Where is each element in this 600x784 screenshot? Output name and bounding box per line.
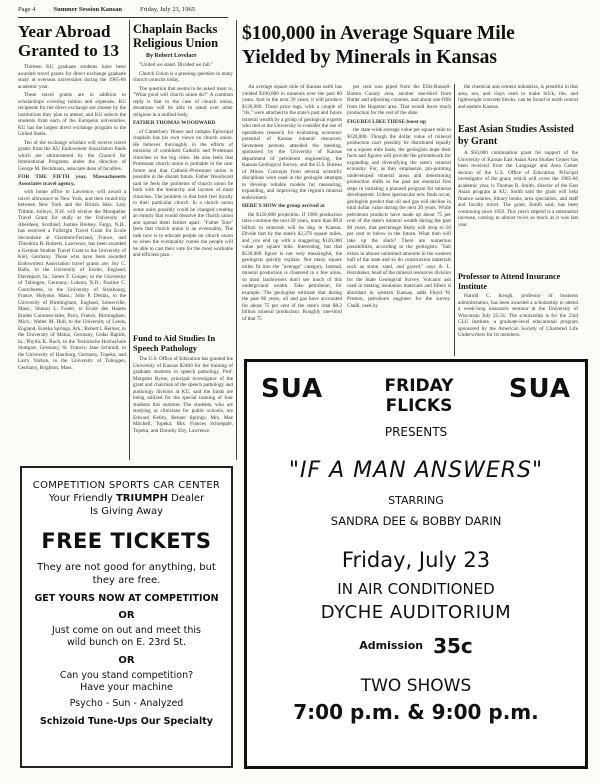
brand-triumph: TRIUMPH (115, 493, 168, 504)
article-fund (133, 356, 233, 460)
ad-pitch: They are not good for anything, but they are free. (37, 562, 216, 586)
paragraph: Ten of the exchange scholars will receive travel grants from the KU Endowment Association funds which are administered by the Council for International Programs under the direction of George M. Beckmann, associate dean of faculties. (18, 139, 126, 172)
paragraph: the $120,000 projection. If 1960 production rates continue the next 20 years, more than $9.8 billion in minerals will be dug in Kansas. Divide that by the state's 82,276 square miles, and you end up with a staggering $120,000 value per square mile. Interesting, but that $120,000 figure is not very meaningful, the geologists quickly explain. Not many square miles fit into the "average" category. Instead, mineral production is clustered in a few areas, so most landowners don't see much of this underground wealth. Take petroleum, for example. The geologists estimate that during the past 80 years, oil and gas have accounted for about 75 per cent of the state's total $8.2 billion mineral production. Roughly one-third of that 75 (242, 211, 342, 322)
ad-dealer-line: Your Friendly TRIUMPH Dealer (48, 493, 205, 504)
subhead: HERE'S HOW the group arrived at (242, 203, 325, 209)
paragraph: of Canterbury House and campus Episcopal chaplain has his own views on church union. He believes thoroughly in the efforts of missions of combined Catholic and Protestant churches in the big cities. He also feels that Protestant church union is probable in the near future and that Catholic-Protestant union is possible in the distant future. Father Woodward said he feels the problems of church union lie both with the hierarchy and laymen of most churches. The problem is that both feel loyalty to their particular church. In a church union some units possibly could be changed creating an enmity that would dissolve the church union and spread them farther apart. "Father Tom" feels that church union is an eventuality. The task now is to educate people on church union so when the eventuality comes the people will be able to cast their vote for the most workable and efficient plan. (133, 128, 233, 258)
paragraph: These travel grants are in addition to scholarships covering tuition and expenses. KU recipients for the direct exchange are chosen by the institutions they plan to attend, and KU selects the students from each of the European universities. KU has the largest direct exchange program in the United States. (18, 92, 126, 137)
two-shows: TWO SHOWS (360, 676, 472, 696)
headline-minerals: $100,000 in Average Square Mile Yielded by Minerals in Kansas (242, 23, 515, 68)
ad-analyzed: Psycho - Sun - Analyzed (69, 698, 184, 709)
sua-logo-right: SUA (508, 374, 571, 404)
sua-logo-left: SUA (261, 374, 324, 404)
show-times: 7:00 p.m. & 9:00 p.m. (293, 700, 539, 724)
air-conditioned: IN AIR CONDITIONED (337, 580, 495, 598)
venue: DYCHE AUDITORIUM (320, 602, 512, 623)
article-minerals-continued (458, 84, 578, 120)
column-divider (236, 20, 237, 460)
article-minerals-col2 (347, 84, 451, 356)
paragraph: with home office in Lawrence, will award a travel allowance to New York, and then round-trip between New York and the British Isles. Lary Tribble, Jolleyo, N.H. will receive the Montpelier Travel Grant for study at the University of Aberdeen, Scotland. Justine Brelsey, Fargo, N.D., has received a Fulbright Travel Grant for Ecole Secondaire at Clermont-Ferrand, France, and Theodora B. Roberts, Lawrence, has been awarded a German Student Travel Grant to the University of Kiel, Germany. Those who have been awarded Endowment Association travel grants are: Joy C. Ballo, to the University of Exeter, England, Davenport, Ia.; James F. Cooper, to the University of Tubingen, Germany; Lokota, N.D.; Pauline C. Courcheene, to the University of Strasbourg, France, Holyoke, Mass.; John P. Dennis, to the University of Birmingham, England, Somerville, Mass.; Sharon L. Foster, to Ecole des Hautes Etudes Commerciales, Paris, France, Birmingham, Mich.; Walter M. Hull, to the University of Leeds, England, Eureka Springs, Ark.; Robert I. Reimer, to the University of Mainz, Germany, Cedar Rapids, Ia.; Phyllis K. Ruch, to the Technische Hochschule Stuttgart, Germany, St. Francis; Jane Schmidt, to the University of Hamburg, Germany, Topeka; and Larry Yarkun, to the University of Tubingen, Germany, Brighton, Mass. (18, 189, 126, 371)
friday-flicks: FRIDAY FLICKS (384, 376, 454, 416)
ad-or: OR (118, 610, 135, 621)
ad-or: OR (118, 655, 135, 666)
article-year-abroad (18, 64, 126, 460)
paragraph: the state-wide average value per square mile to $120,000. Though the dollar value of mineral production can't possibly be distributed equally on a square mile basis, the geologists hope their facts and figures will provide the groundwork for expanding and diversifying the state's mineral economy. For, as they emphasize, pin-pointing undeveloped mineral areas and determining production shifts in the past are essential first steps in initiating a planned program for mineral development. Unless spectacular new finds occur, geologists predict that oil and gas will decline in total dollar value during the next 20 years. While petroleum products have made up about 75 per cent of the state's mineral wealth during the past 80 years, that percentage likely will drop to 50 per cent or below in the future. What then will take up the slack? There are numerous possibilities, according to the geologists. "Salt exists in almost unlimited amounts in the western half of the state and so do construction materials such as stone, sand, and gravel," says A. L. Hornbaker, head of the mineral resources division for the State Geological Survey. Volcanic ash used in making insulation materials and fillers is abundant in western Kansas, adds Floyd W. Preston, petroleum engineer for the survey. Chalk, used by (347, 127, 451, 309)
subhead: FOR THE FIFTH year, Massachusetts Associates travel agency, (18, 174, 126, 187)
paragraph: An average square mile of Kansas earth has yielded $100,000 in minerals over the past 80 years. And in the next 20 years, it will produce $120,000. Those price tags, with a couple of "ifs," were attached to the state's past and future mineral wealth by a group of geological experts who met at the University to consider the use of operations research for evaluating economic potential of Kansas mineral resources. Seventeen persons attended the meeting, sponsored by the University of Kansas department of petroleum engineering, the Kansas Geological Survey, and the U.S. Bureau of Mines. Concepts from several scientific disciplines were used in the geologist attempts to develop reliable models for measuring, expanding, and improving the region's mineral endowment. (242, 84, 342, 201)
paragraph: A $50,000 continuation grant for support of the University of Kansas East Asian Area Studies Center has been received from the Language and Area Center section of the U.S. Office of Education. Principal investigator of the grant, which will cover the 1965-66 academic year, is Thomas R. Smith, director of the East Asian program at KU. Smith said the grant will help finance salaries, library books, area specialists, and staff and faculty travel. The grant, Smith said, has been continuing since 1959. This year's stipend is a substantial increase, coming to almost twice as much as it was last year. (458, 150, 578, 228)
headline-professor: Professor to Attend Insurance Institute (458, 272, 561, 291)
headline-east-asian: East Asian Studies Assisted by Grant (458, 124, 574, 147)
byline: By Robert Lovelace (146, 53, 197, 59)
admission-price: 35c (433, 634, 473, 658)
masthead (18, 6, 228, 18)
ad-specialty: Schizoid Tune-Ups Our Specialty (40, 716, 213, 727)
headline-year-abroad: Year Abroad Granted to 13 (18, 22, 120, 60)
subhead: FIGURES LIKE THESE boost up (347, 118, 426, 125)
paper-name: Summer Session Kansan (53, 6, 123, 13)
paragraph: Church Union is a pressing question in many church councils today. (133, 70, 233, 83)
ad-sua-friday-flicks (244, 359, 588, 769)
issue-date: Friday, July 23, 1965 (140, 6, 196, 13)
headline-fund: Fund to Aid Studies In Speech Pathology (133, 333, 216, 353)
ad-competition-sports-car (20, 466, 233, 768)
paragraph: Thirteen KU graduate students have been awarded travel grants for direct exchange graduate study at overseas universities during the 1965-66 academic year. (18, 64, 126, 90)
paragraph: the chemical and cement industries, is plentiful in that area, too, and clays used to make brick, tile, and lightweight concrete blocks, can be found in north central and eastern Kansas. (458, 84, 578, 110)
ad-alt-offer: Just come on out and meet this wild bunch on E. 23rd St. (51, 625, 202, 648)
ad-cta: GET YOURS NOW AT COMPETITION (34, 593, 219, 604)
column-divider (454, 84, 455, 356)
article-minerals-col1 (242, 84, 342, 356)
article-chaplain (133, 62, 233, 330)
subhead: FATHER THOMAS WOODWARD (133, 120, 216, 126)
starring: STARRING (388, 494, 444, 507)
admission: Admission 35c (359, 634, 473, 658)
paragraph: Harold C. Keogh, professor of business administration, has been awarded a scholarship to attend a week-long insurance seminar at the University of Wisconsin July 25-31. The scholarship is for the 23rd CLU Institute, a graduate-level educational program sponsored by the American Society of Chartered Life Underwriters for its members. (458, 293, 578, 338)
ad-free-tickets: FREE TICKETS (41, 529, 212, 553)
ad-question: Can you stand competition? Have your machine (59, 670, 194, 693)
page-number: Page 4 (18, 6, 36, 13)
ad-dealer-name: COMPETITION SPORTS CAR CENTER (32, 480, 221, 491)
paragraph: The U.S. Office of Education has granted the University of Kansas $2400 for the training of graduate students in speech pathology. Prof. Margaret Byrne, principal investigator of the grant and chairman of the speech pathology and audiology division at KU, said the funds are being utilized for the special training of four students this summer. The students, who are studying as clinicians for public schools, are Edward Kelley, Benner Springs; Mrs. Mae Mitchell, Topeka; Mrs. Frances Schoepple, Topeka, and Dorothy Eby, Lawrence. (133, 356, 233, 434)
headline-chaplain: Chaplain Backs Religious Union (133, 22, 219, 50)
column-divider (129, 20, 130, 460)
presents: PRESENTS (384, 425, 448, 439)
paragraph: "United we stand. Divided we fall." (139, 62, 214, 68)
article-professor (458, 293, 578, 355)
ad-giving-away: Is Giving Away (89, 506, 164, 517)
show-date: Friday, July 23 (341, 548, 491, 572)
paragraph: The question that seems to be asked most is, "What good will church union do?" A common reply is that in the case of church union, donations will be able to stand over other religions in a unified body. (133, 85, 233, 118)
movie-title: "IF A MAN ANSWERS" (288, 458, 544, 483)
movie-stars: SANDRA DEE & BOBBY DARIN (330, 514, 502, 528)
paragraph: per cent was piped from the Ellis-Russell-Barton County area, another one-third from Butler and adjoining counties, and about one-fifth from the Hugoton area. That would leave much production for the rest of the state. (347, 84, 451, 116)
article-east-asian (458, 150, 578, 266)
